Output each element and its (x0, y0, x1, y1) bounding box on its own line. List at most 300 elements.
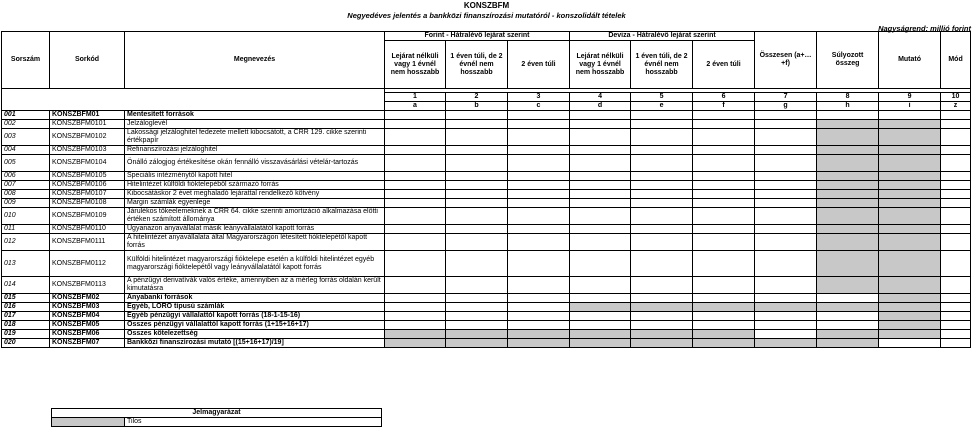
col-header-deviza-1ev: Lejárat nélküli vagy 1 évnél nem hosszabb (570, 41, 631, 89)
data-cell[interactable] (631, 181, 693, 190)
data-cell (817, 303, 879, 312)
data-cell (631, 303, 693, 312)
table-row (2, 199, 971, 208)
data-cell[interactable] (385, 277, 446, 294)
data-cell (879, 330, 941, 339)
data-cell[interactable] (446, 225, 508, 234)
col-letter: z (941, 102, 971, 111)
table-row (2, 155, 971, 172)
row-code: KONSZBFM05 (50, 321, 125, 330)
data-cell (446, 330, 508, 339)
data-cell[interactable] (508, 251, 570, 277)
data-cell[interactable] (693, 321, 755, 330)
data-cell[interactable] (446, 234, 508, 251)
data-cell[interactable] (817, 312, 879, 321)
data-cell[interactable] (446, 312, 508, 321)
row-description: Kibocsátáskor 2 évet meghaladó lejárattal rendelkező kötvény (125, 190, 385, 199)
col-number: 8 (817, 93, 879, 102)
data-cell[interactable] (570, 225, 631, 234)
data-cell[interactable] (755, 155, 817, 172)
data-cell[interactable] (693, 294, 755, 303)
data-cell[interactable] (755, 225, 817, 234)
col-header-forint-1-2ev: 1 éven túli, de 2 évnél nem hosszabb (446, 41, 508, 89)
row-description: Összes pénzügyi vállalattól kapott forrás (1+15+16+17) (125, 321, 385, 330)
col-header-sorkod: Sorkód (50, 32, 125, 89)
row-number: 008 (2, 190, 50, 199)
data-cell (508, 330, 570, 339)
table-row (2, 208, 971, 225)
col-header-deviza-2ev: 2 éven túli (693, 41, 755, 89)
data-cell[interactable] (631, 172, 693, 181)
row-description: Mentesített források (125, 111, 385, 120)
data-cell (879, 199, 941, 208)
col-number: 2 (446, 93, 508, 102)
data-cell[interactable] (385, 294, 446, 303)
row-code: KONSZBFM0104 (50, 155, 125, 172)
row-number: 019 (2, 330, 50, 339)
row-number: 015 (2, 294, 50, 303)
data-cell[interactable] (941, 120, 971, 129)
data-cell (879, 129, 941, 146)
data-cell[interactable] (570, 172, 631, 181)
data-cell[interactable] (385, 129, 446, 146)
row-description: A pénzügyi derivatívák valós értéke, amennyiben az a mérleg forrás oldalán került kimutatásra (125, 277, 385, 294)
data-cell[interactable] (755, 199, 817, 208)
data-cell[interactable] (941, 172, 971, 181)
data-cell (817, 199, 879, 208)
data-cell[interactable] (385, 199, 446, 208)
row-code: KONSZBFM04 (50, 312, 125, 321)
row-number: 011 (2, 225, 50, 234)
data-cell[interactable] (631, 225, 693, 234)
table-row (2, 172, 971, 181)
data-cell[interactable] (693, 225, 755, 234)
data-cell (385, 330, 446, 339)
col-letter: a (385, 102, 446, 111)
data-cell[interactable] (755, 129, 817, 146)
data-cell[interactable] (508, 225, 570, 234)
row-number: 018 (2, 321, 50, 330)
row-description: Önálló zálogjog értékesítése okán fennálló visszavásárlási vételár-tartozás (125, 155, 385, 172)
row-number: 004 (2, 146, 50, 155)
data-cell (570, 339, 631, 348)
data-cell (385, 339, 446, 348)
data-cell (755, 339, 817, 348)
data-cell[interactable] (817, 111, 879, 120)
data-cell[interactable] (755, 277, 817, 294)
row-description: Hitelintézet külföldi fióktelepéből származó forrás (125, 181, 385, 190)
row-number: 003 (2, 129, 50, 146)
table-row (2, 251, 971, 277)
col-header-mod: Mód (941, 32, 971, 89)
data-cell[interactable] (570, 199, 631, 208)
data-cell (879, 172, 941, 181)
col-header-sorszam: Sorszám (2, 32, 50, 89)
row-code: KONSZBFM0109 (50, 208, 125, 225)
data-cell[interactable] (446, 155, 508, 172)
table-row (2, 330, 971, 339)
data-cell[interactable] (693, 155, 755, 172)
data-cell[interactable] (508, 155, 570, 172)
data-cell[interactable] (755, 330, 817, 339)
data-cell (693, 330, 755, 339)
data-cell (879, 120, 941, 129)
group-header-forint: Forint - Hátralévő lejárat szerint (385, 32, 570, 41)
data-cell[interactable] (941, 146, 971, 155)
data-cell[interactable] (508, 190, 570, 199)
data-cell[interactable] (385, 146, 446, 155)
data-cell (879, 312, 941, 321)
data-cell[interactable] (508, 111, 570, 120)
row-description: Ugyanazon anyavállalat másik leányvállalatától kapott forrás (125, 225, 385, 234)
data-cell[interactable] (693, 129, 755, 146)
col-letter: b (446, 102, 508, 111)
data-cell[interactable] (508, 129, 570, 146)
data-cell[interactable] (631, 199, 693, 208)
col-number: 10 (941, 93, 971, 102)
data-cell[interactable] (631, 312, 693, 321)
data-cell[interactable] (570, 251, 631, 277)
data-cell[interactable] (817, 294, 879, 303)
row-number: 012 (2, 234, 50, 251)
data-cell (879, 181, 941, 190)
data-cell (446, 339, 508, 348)
data-cell[interactable] (385, 190, 446, 199)
col-letter: i (879, 102, 941, 111)
data-cell (879, 234, 941, 251)
table-row (2, 181, 971, 190)
col-letter: d (570, 102, 631, 111)
data-cell[interactable] (446, 199, 508, 208)
data-cell (879, 277, 941, 294)
data-cell[interactable] (755, 181, 817, 190)
row-code: KONSZBFM02 (50, 294, 125, 303)
col-letter: c (508, 102, 570, 111)
data-cell (817, 330, 879, 339)
row-number: 014 (2, 277, 50, 294)
data-cell (570, 330, 631, 339)
row-code: KONSZBFM0102 (50, 129, 125, 146)
data-cell[interactable] (941, 111, 971, 120)
data-cell[interactable] (570, 129, 631, 146)
data-cell[interactable] (693, 251, 755, 277)
data-cell[interactable] (631, 146, 693, 155)
row-code: KONSZBFM07 (50, 339, 125, 348)
data-cell[interactable] (385, 120, 446, 129)
data-cell[interactable] (385, 303, 446, 312)
data-cell[interactable] (508, 234, 570, 251)
row-description: Refinanszírozási jelzáloghitel (125, 146, 385, 155)
data-cell (631, 339, 693, 348)
data-cell[interactable] (879, 111, 941, 120)
table-row (2, 303, 971, 312)
data-cell[interactable] (631, 155, 693, 172)
data-cell (508, 339, 570, 348)
data-cell (879, 146, 941, 155)
row-number: 020 (2, 339, 50, 348)
data-cell[interactable] (570, 234, 631, 251)
data-cell[interactable] (941, 277, 971, 294)
data-cell[interactable] (446, 120, 508, 129)
data-cell[interactable] (446, 277, 508, 294)
row-code: KONSZBFM0107 (50, 190, 125, 199)
data-cell[interactable] (570, 312, 631, 321)
data-cell[interactable] (755, 294, 817, 303)
data-cell[interactable] (446, 303, 508, 312)
row-description: Lakossági jelzáloghitel fedezete mellett kibocsátott, a CRR 129. cikke szerinti értékpapír (125, 129, 385, 146)
data-cell[interactable] (446, 172, 508, 181)
col-number: 9 (879, 93, 941, 102)
col-header-deviza-1-2ev: 1 éven túli, de 2 évnél nem hosszabb (631, 41, 693, 89)
data-cell (879, 251, 941, 277)
data-cell[interactable] (446, 251, 508, 277)
data-cell[interactable] (570, 277, 631, 294)
data-cell[interactable] (446, 181, 508, 190)
row-code: KONSZBFM0101 (50, 120, 125, 129)
col-number: 6 (693, 93, 755, 102)
data-cell (817, 190, 879, 199)
table-row (2, 120, 971, 129)
row-description: Bankközi finanszírozási mutató [(15+16+17)/19] (125, 339, 385, 348)
data-cell (755, 303, 817, 312)
table-row (2, 111, 971, 120)
data-cell[interactable] (693, 190, 755, 199)
data-cell[interactable] (631, 251, 693, 277)
col-letter: h (817, 102, 879, 111)
data-cell (817, 339, 879, 348)
row-number: 017 (2, 312, 50, 321)
data-cell[interactable] (693, 172, 755, 181)
data-cell[interactable] (446, 190, 508, 199)
data-cell[interactable] (631, 208, 693, 225)
data-cell[interactable] (941, 303, 971, 312)
data-cell[interactable] (879, 339, 941, 348)
row-number: 006 (2, 172, 50, 181)
data-cell (879, 303, 941, 312)
data-cell (817, 146, 879, 155)
row-description: Margin számlák egyenlege (125, 199, 385, 208)
group-header-deviza: Deviza - Hátralévő lejárat szerint (570, 32, 755, 41)
row-number: 007 (2, 181, 50, 190)
data-cell[interactable] (941, 208, 971, 225)
data-cell[interactable] (508, 146, 570, 155)
data-cell[interactable] (941, 225, 971, 234)
data-cell[interactable] (941, 339, 971, 348)
data-cell[interactable] (755, 208, 817, 225)
legend-title: Jelmagyarázat (52, 409, 382, 418)
data-cell (817, 172, 879, 181)
data-cell[interactable] (385, 312, 446, 321)
data-cell[interactable] (941, 251, 971, 277)
data-cell[interactable] (570, 120, 631, 129)
col-number: 7 (755, 93, 817, 102)
col-header-osszesen: Összesen (a+…+f) (755, 32, 817, 89)
data-cell[interactable] (446, 129, 508, 146)
row-description: Egyéb pénzügyi vállalattól kapott forrás (18-1-15-16) (125, 312, 385, 321)
data-cell[interactable] (631, 234, 693, 251)
data-cell[interactable] (693, 111, 755, 120)
table-row (2, 146, 971, 155)
data-cell (570, 303, 631, 312)
data-cell[interactable] (385, 321, 446, 330)
legend-label: Tilos (125, 418, 382, 427)
data-cell[interactable] (570, 294, 631, 303)
data-cell[interactable] (385, 111, 446, 120)
data-cell[interactable] (508, 208, 570, 225)
data-cell[interactable] (570, 181, 631, 190)
data-cell[interactable] (693, 277, 755, 294)
data-cell (879, 321, 941, 330)
data-cell[interactable] (385, 181, 446, 190)
report-table (1, 31, 971, 348)
col-header-forint-1ev: Lejárat nélküli vagy 1 évnél nem hosszabb (385, 41, 446, 89)
data-cell (817, 277, 879, 294)
data-cell[interactable] (941, 330, 971, 339)
data-cell[interactable] (693, 120, 755, 129)
table-row (2, 339, 971, 348)
table-row (2, 312, 971, 321)
col-header-forint-2ev: 2 éven túli (508, 41, 570, 89)
data-cell (879, 225, 941, 234)
row-number: 001 (2, 111, 50, 120)
data-cell[interactable] (446, 111, 508, 120)
table-row (2, 234, 971, 251)
data-cell[interactable] (631, 129, 693, 146)
data-cell[interactable] (570, 111, 631, 120)
data-cell[interactable] (755, 312, 817, 321)
data-cell[interactable] (508, 172, 570, 181)
data-cell (817, 129, 879, 146)
data-cell[interactable] (385, 172, 446, 181)
data-cell[interactable] (693, 208, 755, 225)
data-cell[interactable] (941, 129, 971, 146)
data-cell[interactable] (755, 172, 817, 181)
data-cell (817, 155, 879, 172)
data-cell[interactable] (508, 303, 570, 312)
row-number: 005 (2, 155, 50, 172)
row-number: 013 (2, 251, 50, 277)
data-cell[interactable] (941, 321, 971, 330)
row-description: Egyéb, LORO típusú számlák (125, 303, 385, 312)
report-code: KONSZBFM (463, 1, 510, 10)
data-cell[interactable] (755, 120, 817, 129)
data-cell[interactable] (941, 190, 971, 199)
data-cell[interactable] (755, 190, 817, 199)
data-cell[interactable] (570, 146, 631, 155)
col-letter: f (693, 102, 755, 111)
data-cell (693, 339, 755, 348)
row-number: 016 (2, 303, 50, 312)
data-cell[interactable] (385, 234, 446, 251)
data-cell[interactable] (508, 181, 570, 190)
data-cell[interactable] (693, 199, 755, 208)
data-cell (817, 234, 879, 251)
legend-table (51, 408, 382, 427)
data-cell[interactable] (941, 199, 971, 208)
data-cell[interactable] (817, 321, 879, 330)
data-cell (879, 155, 941, 172)
row-code: KONSZBFM0106 (50, 181, 125, 190)
data-cell (817, 208, 879, 225)
data-cell[interactable] (693, 312, 755, 321)
data-cell[interactable] (385, 251, 446, 277)
data-cell[interactable] (570, 155, 631, 172)
row-number: 009 (2, 199, 50, 208)
data-cell[interactable] (385, 155, 446, 172)
data-cell[interactable] (693, 234, 755, 251)
table-row (2, 225, 971, 234)
data-cell[interactable] (570, 208, 631, 225)
data-cell[interactable] (941, 312, 971, 321)
data-cell[interactable] (631, 294, 693, 303)
data-cell[interactable] (941, 294, 971, 303)
data-cell[interactable] (508, 199, 570, 208)
data-cell[interactable] (385, 225, 446, 234)
table-row (2, 129, 971, 146)
data-cell[interactable] (570, 190, 631, 199)
data-cell[interactable] (446, 294, 508, 303)
report-title: Negyedéves jelentés a bankközi finanszírozási mutatóról - konszolidált tételek (347, 11, 626, 20)
row-number: 010 (2, 208, 50, 225)
data-cell (879, 190, 941, 199)
row-description: Járulékos tőkeelemeknek a CRR 64. cikke szerinti amortizáció alkalmazása előtti értéken számított állománya (125, 208, 385, 225)
col-header-megnevezes: Megnevezés (125, 32, 385, 89)
data-cell (817, 251, 879, 277)
row-code: KONSZBFM03 (50, 303, 125, 312)
data-cell[interactable] (631, 277, 693, 294)
row-description: A hitelintézet anyavállalata által Magyarországon létesített fióktelepétől kapott forrás (125, 234, 385, 251)
data-cell[interactable] (693, 181, 755, 190)
data-cell[interactable] (446, 146, 508, 155)
data-cell[interactable] (941, 234, 971, 251)
data-cell[interactable] (755, 251, 817, 277)
data-cell (817, 225, 879, 234)
col-letter: e (631, 102, 693, 111)
data-cell (879, 208, 941, 225)
data-cell[interactable] (508, 277, 570, 294)
data-cell[interactable] (385, 208, 446, 225)
data-cell[interactable] (755, 321, 817, 330)
data-cell[interactable] (693, 146, 755, 155)
row-code: KONSZBFM06 (50, 330, 125, 339)
data-cell[interactable] (508, 312, 570, 321)
data-cell (817, 120, 879, 129)
table-row (2, 321, 971, 330)
data-cell (631, 330, 693, 339)
data-cell[interactable] (755, 111, 817, 120)
data-cell[interactable] (508, 294, 570, 303)
data-cell[interactable] (631, 190, 693, 199)
data-cell[interactable] (631, 120, 693, 129)
col-header-sulyozott: Súlyozott összeg (817, 32, 879, 89)
data-cell[interactable] (941, 155, 971, 172)
data-cell[interactable] (570, 321, 631, 330)
data-cell[interactable] (631, 321, 693, 330)
data-cell[interactable] (941, 181, 971, 190)
data-cell[interactable] (631, 111, 693, 120)
row-code: KONSZBFM0110 (50, 225, 125, 234)
row-description: Külföldi hitelintézet magyarországi fióktelepe esetén a külföldi hitelintézet egyéb magyarországi fióktelepétől vagy leányvállalatától kapott forrás (125, 251, 385, 277)
data-cell[interactable] (755, 234, 817, 251)
data-cell[interactable] (755, 146, 817, 155)
data-cell[interactable] (446, 208, 508, 225)
data-cell[interactable] (508, 120, 570, 129)
table-row (2, 277, 971, 294)
data-cell[interactable] (508, 321, 570, 330)
row-code: KONSZBFM0103 (50, 146, 125, 155)
data-cell[interactable] (446, 321, 508, 330)
row-code: KONSZBFM01 (50, 111, 125, 120)
